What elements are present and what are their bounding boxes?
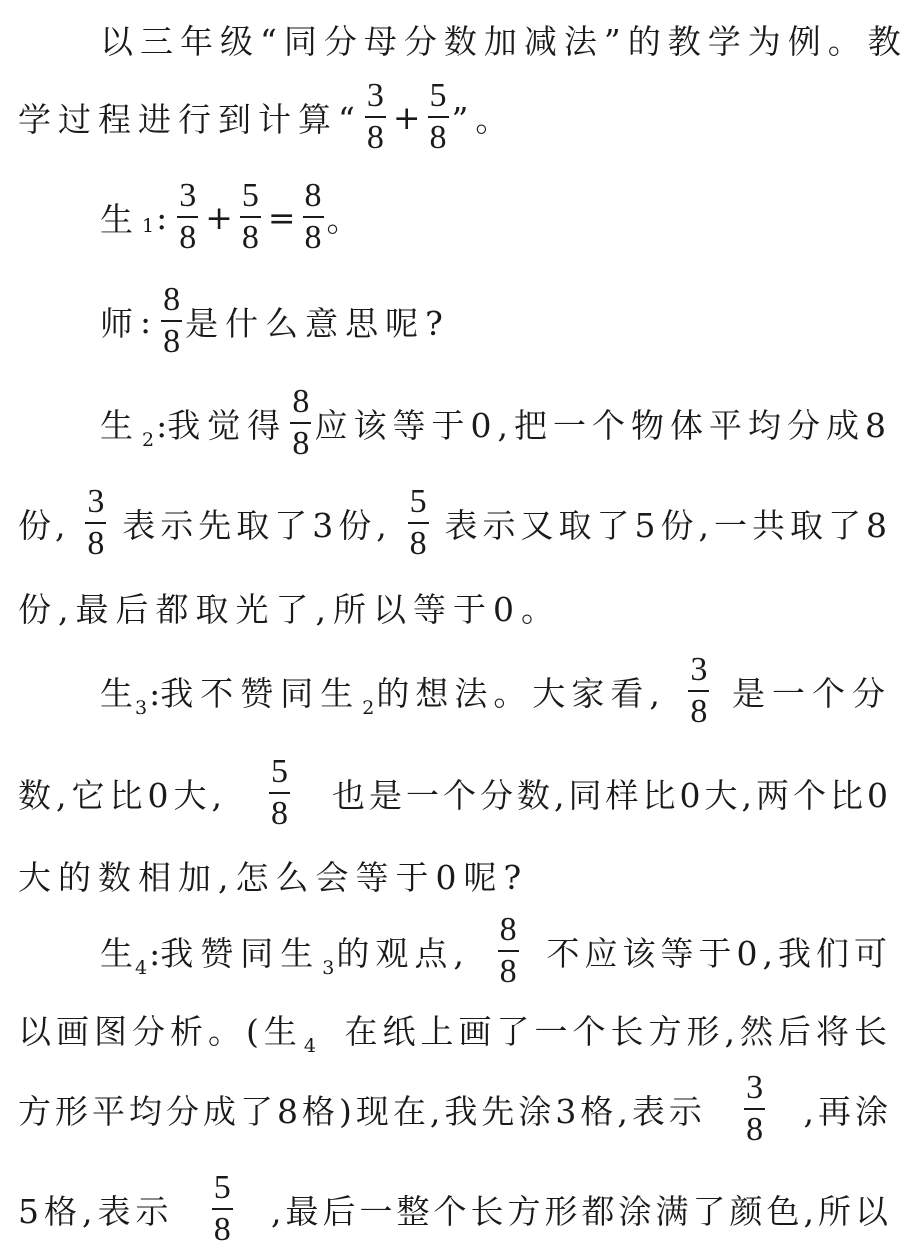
period: 。 <box>326 199 367 239</box>
teacher-line <box>100 281 892 360</box>
text: 是一个分 <box>732 673 892 713</box>
student-4-line-4 <box>18 1169 892 1248</box>
student-2-line-2 <box>18 483 892 562</box>
text: 我觉得 <box>167 405 288 445</box>
student-4-line-1 <box>100 911 892 990</box>
text: 方形平均分成了8格)现在,我先涂3格,表示 <box>18 1091 706 1131</box>
text: 份,最后都取光了,所以等于0。 <box>18 589 561 629</box>
speaker-subscript: 2 <box>142 428 155 451</box>
text: 也是一个分数,同样比0大,两个比0 <box>332 775 892 815</box>
intro-text-2: 学过程进行到计算“ <box>18 99 362 139</box>
text: 不应该等于0,我们可 <box>546 933 892 973</box>
fraction-3-8: $\frac{3}{8}$ <box>690 651 708 730</box>
fraction-5-8: $\frac{5}{8}$ <box>409 483 427 562</box>
fraction-3-8: $\frac{3}{8}$ <box>746 1069 764 1148</box>
text: 的观点, <box>336 933 470 973</box>
student-4-line-2 <box>18 992 892 1066</box>
student-2-line-1 <box>100 383 892 462</box>
text: ,再涂 <box>803 1091 892 1131</box>
colon: : <box>149 673 161 713</box>
speaker-subscript: 4 <box>135 956 148 979</box>
colon: : <box>156 405 168 445</box>
text: 在纸上画了一个长方形,然后将长 <box>344 1011 892 1051</box>
speaker-label: 生 <box>100 405 140 445</box>
intro-line-1 <box>100 2 908 76</box>
subscript: 2 <box>362 696 375 719</box>
text: 表示又取了5份,一共取了8 <box>444 505 892 545</box>
text: 大的数相加,怎么会等于0呢? <box>18 857 529 897</box>
subscript: 4 <box>303 1034 316 1057</box>
intro-text: 以三年级“同分母分数加减法”的教学为例。教 <box>100 21 908 61</box>
subscript: 3 <box>322 956 335 979</box>
text: 我不赞同生 <box>160 673 361 713</box>
speaker-subscript: 3 <box>135 696 148 719</box>
text: 5格,表示 <box>18 1191 174 1231</box>
colon: : <box>140 301 159 341</box>
text: 表示先取了3份, <box>122 505 392 545</box>
fraction-5-8: $\frac{5}{8}$ <box>429 77 447 156</box>
speaker-label: 生 <box>100 673 133 713</box>
fraction-5-8: $\frac{5}{8}$ <box>241 177 259 256</box>
student-3-line-3 <box>18 838 892 912</box>
colon: : <box>149 933 161 973</box>
intro-close-quote: ”。 <box>451 99 516 139</box>
fraction-3-8: $\frac{3}{8}$ <box>366 77 384 156</box>
text: 我赞同生 <box>160 933 321 973</box>
equals-sign: = <box>267 197 296 237</box>
speaker-label: 师 <box>100 303 140 343</box>
text: ,最后一整个长方形都涂满了颜色,所以 <box>271 1191 892 1231</box>
intro-line-2 <box>18 77 892 156</box>
speaker-label: 生 <box>100 199 140 239</box>
fraction-8-8: $\frac{8}{8}$ <box>163 281 181 360</box>
student-4-line-3 <box>18 1069 892 1148</box>
student-1-line <box>100 177 892 256</box>
text: 的想法。大家看, <box>376 673 666 713</box>
fraction-5-8: $\frac{5}{8}$ <box>213 1169 231 1248</box>
text: 数,它比0大, <box>18 775 227 815</box>
plus-sign: + <box>392 97 421 137</box>
fraction-8-8: $\frac{8}{8}$ <box>292 383 310 462</box>
fraction-8-8: $\frac{8}{8}$ <box>499 911 517 990</box>
teacher-question: 是什么意思呢? <box>185 303 450 343</box>
fraction-3-8: $\frac{3}{8}$ <box>179 177 197 256</box>
colon: : <box>156 197 175 237</box>
plus-sign: + <box>205 197 233 237</box>
fraction-5-8: $\frac{5}{8}$ <box>271 753 288 832</box>
speaker-subscript: 1 <box>142 215 155 237</box>
fraction-3-8: $\frac{3}{8}$ <box>87 483 105 562</box>
student-2-line-3 <box>18 570 892 644</box>
student-3-line-1 <box>100 651 892 730</box>
text: 应该等于0,把一个物体平均分成8 <box>314 405 892 445</box>
fraction-8-8: $\frac{8}{8}$ <box>304 177 322 256</box>
speaker-label: 生 <box>100 933 133 973</box>
student-3-line-2 <box>18 753 892 832</box>
text: 份, <box>18 505 70 545</box>
text: 以画图分析。(生 <box>18 1011 302 1051</box>
